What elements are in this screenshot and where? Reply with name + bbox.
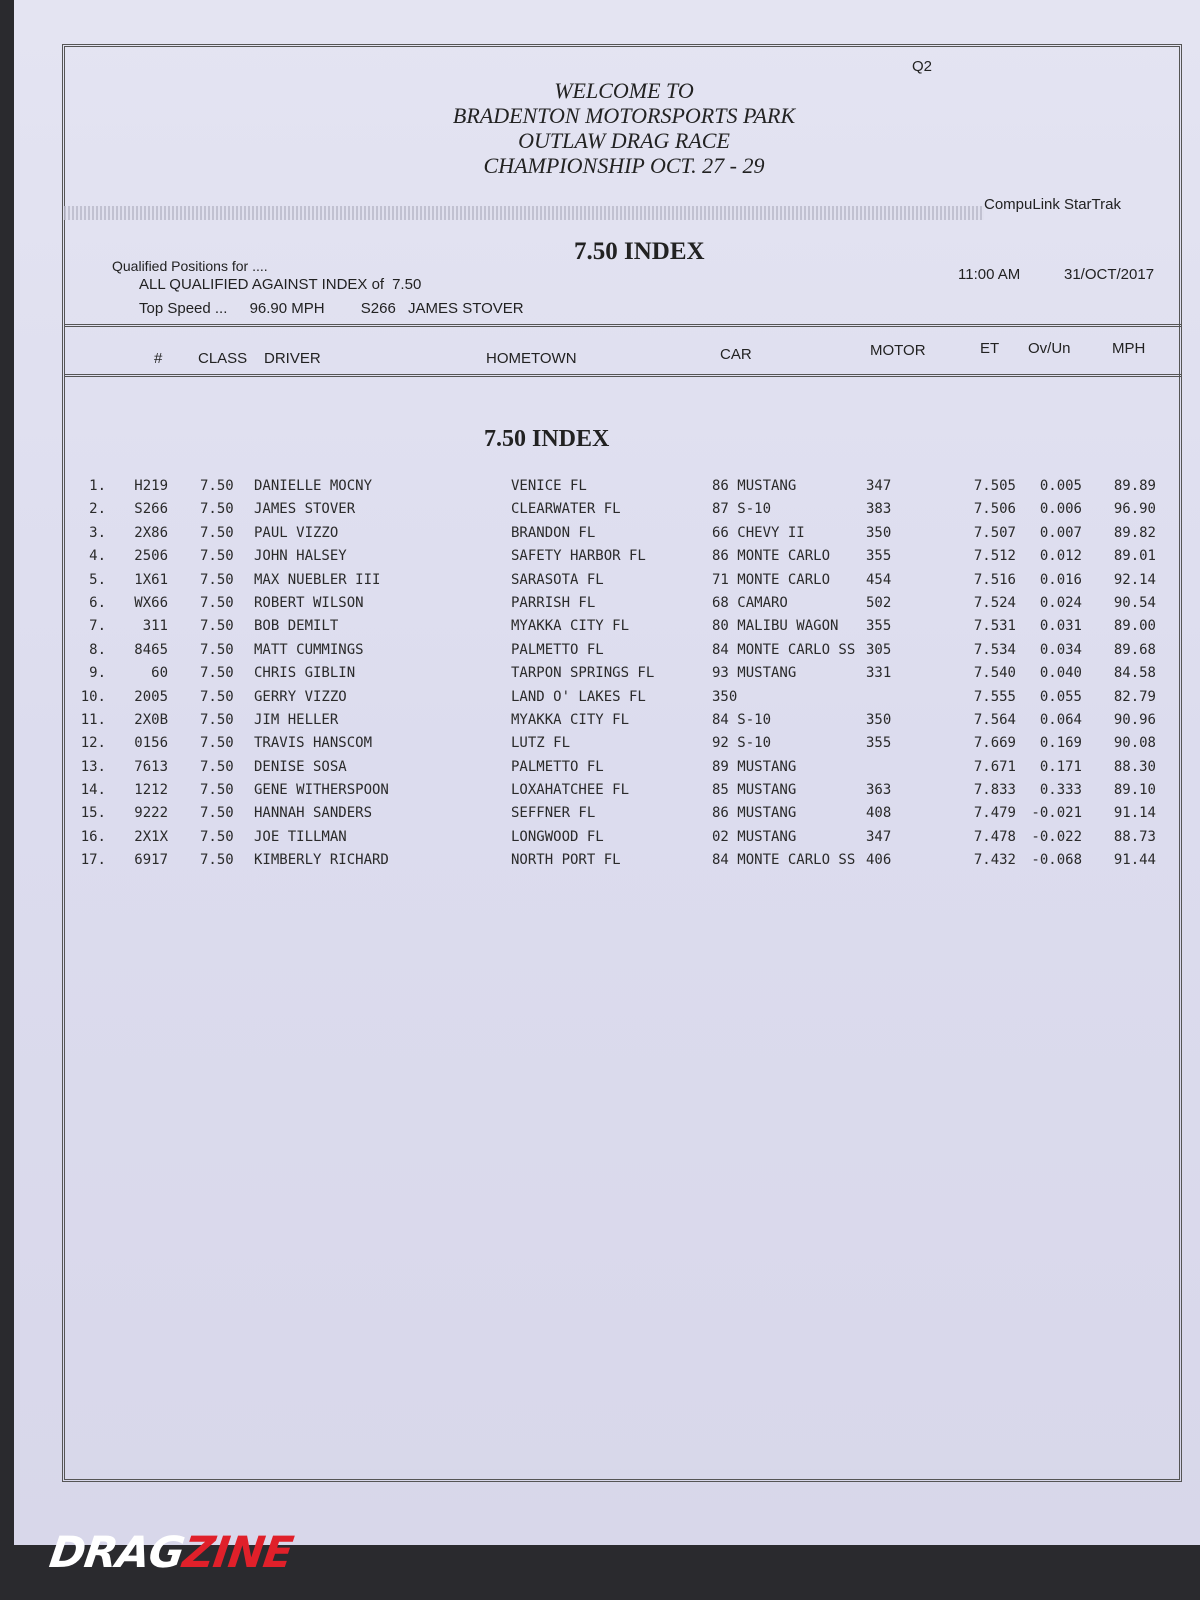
row-hometown: LUTZ FL xyxy=(511,735,571,752)
row-mph: 84.58 xyxy=(1113,665,1156,682)
row-car: 84 S-10 xyxy=(712,711,772,728)
table-row xyxy=(14,735,1200,758)
row-hometown: SAFETY HARBOR FL xyxy=(511,548,646,565)
row-mph: 92.14 xyxy=(1113,571,1156,588)
row-ov-un: -0.022 xyxy=(1031,828,1082,845)
row-hometown: SEFFNER FL xyxy=(511,805,596,822)
row-mph: 88.30 xyxy=(1113,758,1156,775)
row-position: 11. xyxy=(80,711,106,728)
row-et: 7.512 xyxy=(973,548,1016,565)
row-hometown: TARPON SPRINGS FL xyxy=(511,665,655,682)
row-class: 7.50 xyxy=(200,735,234,752)
row-car: 350 xyxy=(712,688,738,705)
row-position: 13. xyxy=(80,758,106,775)
row-motor: 347 xyxy=(866,828,892,845)
row-car-number: 2005 xyxy=(134,688,168,705)
row-car-number: 1X61 xyxy=(134,571,168,588)
row-mph: 89.00 xyxy=(1113,618,1156,635)
row-driver: MAX NUEBLER III xyxy=(254,571,381,588)
row-car-number: 60 xyxy=(151,665,168,682)
row-mph: 89.82 xyxy=(1113,524,1156,541)
report-time: 11:00 AM xyxy=(958,266,1021,283)
welcome-line: OUTLAW DRAG RACE xyxy=(518,128,730,153)
row-position: 14. xyxy=(80,782,106,799)
row-car: 85 MUSTANG xyxy=(712,782,797,799)
row-ov-un: 0.016 xyxy=(1039,571,1082,588)
row-et: 7.540 xyxy=(973,665,1016,682)
row-ov-un: 0.005 xyxy=(1039,478,1082,494)
row-mph: 90.54 xyxy=(1113,594,1156,611)
row-hometown: LOXAHATCHEE FL xyxy=(511,782,630,799)
table-row xyxy=(14,501,1200,524)
welcome-line: WELCOME TO xyxy=(554,78,694,103)
row-car: 80 MALIBU WAGON xyxy=(712,618,839,635)
row-ov-un: 0.007 xyxy=(1039,524,1082,541)
row-mph: 88.73 xyxy=(1113,828,1156,845)
row-car-number: 2X0B xyxy=(134,711,168,728)
welcome-line: BRADENTON MOTORSPORTS PARK xyxy=(452,103,796,128)
row-motor: 363 xyxy=(866,782,892,799)
row-driver: JOHN HALSEY xyxy=(254,548,347,565)
row-motor: 347 xyxy=(866,478,892,494)
row-class: 7.50 xyxy=(200,571,234,588)
row-ov-un: 0.040 xyxy=(1039,665,1082,682)
table-row xyxy=(14,478,1200,501)
row-driver: DENISE SOSA xyxy=(254,758,347,775)
row-mph: 96.90 xyxy=(1113,501,1156,518)
qualified-against-value: 7.50 xyxy=(392,276,422,293)
row-et: 7.671 xyxy=(973,758,1016,775)
col-header-car: CAR xyxy=(720,346,752,363)
row-driver: JAMES STOVER xyxy=(254,501,356,518)
row-position: 12. xyxy=(80,735,106,752)
sheet-id: Q2 xyxy=(912,58,933,75)
row-hometown: PARRISH FL xyxy=(511,594,596,611)
results-sheet xyxy=(14,0,1200,1578)
row-class: 7.50 xyxy=(200,758,234,775)
row-mph: 90.08 xyxy=(1113,735,1156,752)
row-car: 02 MUSTANG xyxy=(712,828,797,845)
table-row xyxy=(14,829,1200,852)
row-driver: GENE WITHERSPOON xyxy=(254,782,389,799)
row-car: 92 S-10 xyxy=(712,735,772,752)
top-speed-driver: JAMES STOVER xyxy=(408,300,524,317)
row-hometown: LAND O' LAKES FL xyxy=(511,688,646,705)
row-mph: 89.01 xyxy=(1113,548,1156,565)
table-row xyxy=(14,759,1200,782)
row-ov-un: 0.034 xyxy=(1039,641,1082,658)
row-hometown: PALMETTO FL xyxy=(511,758,604,775)
row-et: 7.507 xyxy=(973,524,1016,541)
row-ov-un: 0.169 xyxy=(1039,735,1082,752)
section-title: 7.50 INDEX xyxy=(484,426,610,452)
row-hometown: CLEARWATER FL xyxy=(511,501,621,518)
row-car: 84 MONTE CARLO SS xyxy=(712,641,856,658)
row-position: 2. xyxy=(89,501,106,518)
row-ov-un: 0.006 xyxy=(1039,501,1082,518)
row-et: 7.564 xyxy=(973,711,1016,728)
row-driver: BOB DEMILT xyxy=(254,618,339,635)
row-car-number: 2506 xyxy=(134,548,168,565)
row-car-number: 1212 xyxy=(134,782,168,799)
row-class: 7.50 xyxy=(200,594,234,611)
row-driver: MATT CUMMINGS xyxy=(254,641,364,658)
row-hometown: NORTH PORT FL xyxy=(511,852,621,869)
row-et: 7.555 xyxy=(973,688,1016,705)
row-ov-un: 0.012 xyxy=(1039,548,1082,565)
header-bottom-rule xyxy=(64,374,1182,377)
row-car: 68 CAMARO xyxy=(712,594,788,611)
row-position: 15. xyxy=(80,805,106,822)
row-mph: 89.10 xyxy=(1113,782,1156,799)
top-speed-label: Top Speed ... xyxy=(139,300,228,317)
logo-part-drag: DRAG xyxy=(46,1528,187,1578)
row-driver: CHRIS GIBLIN xyxy=(254,665,356,682)
row-driver: JOE TILLMAN xyxy=(254,828,347,845)
dragzine-logo xyxy=(46,1528,295,1578)
row-position: 3. xyxy=(89,524,106,541)
row-car: 86 MONTE CARLO xyxy=(712,548,831,565)
row-et: 7.505 xyxy=(973,478,1016,494)
event-title xyxy=(14,78,1200,178)
row-motor: 355 xyxy=(866,548,892,565)
row-class: 7.50 xyxy=(200,524,234,541)
row-car-number: 6917 xyxy=(134,852,168,869)
row-class: 7.50 xyxy=(200,618,234,635)
row-hometown: PALMETTO FL xyxy=(511,641,604,658)
row-motor: 331 xyxy=(866,665,892,682)
col-header-class: CLASS xyxy=(198,350,248,367)
row-car: 87 S-10 xyxy=(712,501,772,518)
row-mph: 91.44 xyxy=(1113,852,1156,869)
row-position: 10. xyxy=(80,688,106,705)
row-class: 7.50 xyxy=(200,665,234,682)
col-header-motor: MOTOR xyxy=(870,342,926,359)
row-et: 7.478 xyxy=(973,828,1016,845)
table-row xyxy=(14,572,1200,595)
row-position: 6. xyxy=(89,594,106,611)
table-row xyxy=(14,642,1200,665)
row-car: 71 MONTE CARLO xyxy=(712,571,831,588)
table-row xyxy=(14,852,1200,875)
row-ov-un: -0.068 xyxy=(1031,852,1082,869)
row-car-number: 8465 xyxy=(134,641,168,658)
row-ov-un: 0.024 xyxy=(1039,594,1082,611)
row-car-number: 9222 xyxy=(134,805,168,822)
table-row xyxy=(14,548,1200,571)
row-hometown: MYAKKA CITY FL xyxy=(511,711,630,728)
row-car-number: S266 xyxy=(134,501,168,518)
table-row xyxy=(14,805,1200,828)
top-speed-value: 96.90 MPH xyxy=(249,300,325,317)
row-position: 4. xyxy=(89,548,106,565)
row-motor: 383 xyxy=(866,501,892,518)
row-driver: PAUL VIZZO xyxy=(254,524,339,541)
row-class: 7.50 xyxy=(200,852,234,869)
table-row xyxy=(14,665,1200,688)
row-class: 7.50 xyxy=(200,641,234,658)
row-car: 93 MUSTANG xyxy=(712,665,797,682)
row-class: 7.50 xyxy=(200,478,234,494)
row-ov-un: 0.031 xyxy=(1039,618,1082,635)
row-class: 7.50 xyxy=(200,828,234,845)
row-et: 7.669 xyxy=(973,735,1016,752)
row-position: 7. xyxy=(89,618,106,635)
row-et: 7.432 xyxy=(973,852,1016,869)
timing-system-label: CompuLink StarTrak xyxy=(984,196,1121,213)
row-car-number: WX66 xyxy=(134,594,168,611)
row-driver: TRAVIS HANSCOM xyxy=(254,735,373,752)
row-mph: 82.79 xyxy=(1113,688,1156,705)
col-header-driver: DRIVER xyxy=(264,350,321,367)
row-hometown: MYAKKA CITY FL xyxy=(511,618,630,635)
row-driver: ROBERT WILSON xyxy=(254,594,364,611)
row-et: 7.524 xyxy=(973,594,1016,611)
row-position: 8. xyxy=(89,641,106,658)
row-car-number: 2X1X xyxy=(134,828,168,845)
row-car: 66 CHEVY II xyxy=(712,524,805,541)
row-car-number: 7613 xyxy=(134,758,168,775)
row-motor: 355 xyxy=(866,735,892,752)
row-class: 7.50 xyxy=(200,548,234,565)
col-header-ovun: Ov/Un xyxy=(1028,340,1071,357)
results-table xyxy=(14,478,1200,876)
row-ov-un: 0.171 xyxy=(1039,758,1082,775)
row-car-number: 0156 xyxy=(134,735,168,752)
top-speed xyxy=(139,300,532,317)
row-driver: DANIELLE MOCNY xyxy=(254,478,373,494)
qualified-for-label: Qualified Positions for .... xyxy=(112,258,268,274)
row-et: 7.534 xyxy=(973,641,1016,658)
row-hometown: VENICE FL xyxy=(511,478,587,494)
col-header-et: ET xyxy=(980,340,1000,357)
row-car-number: H219 xyxy=(134,478,168,494)
row-hometown: SARASOTA FL xyxy=(511,571,604,588)
row-car-number: 2X86 xyxy=(134,524,168,541)
top-speed-car: S266 xyxy=(360,300,396,317)
row-driver: KIMBERLY RICHARD xyxy=(254,852,389,869)
col-header-mph: MPH xyxy=(1112,340,1146,357)
row-car-number: 311 xyxy=(142,618,168,635)
row-ov-un: 0.333 xyxy=(1039,782,1082,799)
row-motor: 406 xyxy=(866,852,892,869)
row-car: 84 MONTE CARLO SS xyxy=(712,852,856,869)
col-header-hometown: HOMETOWN xyxy=(486,350,577,367)
qualified-against-label: ALL QUALIFIED AGAINST INDEX of xyxy=(139,276,385,293)
row-et: 7.516 xyxy=(973,571,1016,588)
row-et: 7.506 xyxy=(973,501,1016,518)
row-ov-un: 0.055 xyxy=(1039,688,1082,705)
header-top-rule xyxy=(64,324,1182,327)
row-motor: 502 xyxy=(866,594,892,611)
row-motor: 408 xyxy=(866,805,892,822)
row-motor: 454 xyxy=(866,571,892,588)
index-title: 7.50 INDEX xyxy=(574,238,705,265)
table-row xyxy=(14,525,1200,548)
report-date: 31/OCT/2017 xyxy=(1064,266,1155,283)
row-position: 9. xyxy=(89,665,106,682)
row-ov-un: -0.021 xyxy=(1031,805,1082,822)
row-motor: 355 xyxy=(866,618,892,635)
table-row xyxy=(14,712,1200,735)
row-mph: 90.96 xyxy=(1113,711,1156,728)
row-class: 7.50 xyxy=(200,501,234,518)
row-class: 7.50 xyxy=(200,782,234,799)
row-mph: 89.68 xyxy=(1113,641,1156,658)
row-motor: 305 xyxy=(866,641,892,658)
row-hometown: LONGWOOD FL xyxy=(511,828,604,845)
welcome-line: CHAMPIONSHIP OCT. 27 - 29 xyxy=(483,153,765,178)
qualified-against xyxy=(139,276,421,293)
row-position: 17. xyxy=(80,852,106,869)
row-hometown: BRANDON FL xyxy=(511,524,596,541)
col-header-num: # xyxy=(154,350,163,367)
row-driver: HANNAH SANDERS xyxy=(254,805,373,822)
row-motor: 350 xyxy=(866,711,892,728)
logo-part-zine: ZINE xyxy=(179,1528,296,1578)
table-row xyxy=(14,618,1200,641)
row-class: 7.50 xyxy=(200,711,234,728)
row-driver: GERRY VIZZO xyxy=(254,688,347,705)
row-car: 86 MUSTANG xyxy=(712,805,797,822)
row-position: 1. xyxy=(89,478,106,494)
row-mph: 91.14 xyxy=(1113,805,1156,822)
row-et: 7.479 xyxy=(973,805,1016,822)
table-row xyxy=(14,689,1200,712)
row-car: 86 MUSTANG xyxy=(712,478,797,494)
dotted-divider xyxy=(64,206,984,220)
row-driver: JIM HELLER xyxy=(254,711,339,728)
table-row xyxy=(14,595,1200,618)
row-class: 7.50 xyxy=(200,805,234,822)
row-car: 89 MUSTANG xyxy=(712,758,797,775)
row-mph: 89.89 xyxy=(1113,478,1156,494)
row-position: 5. xyxy=(89,571,106,588)
table-row xyxy=(14,782,1200,805)
row-class: 7.50 xyxy=(200,688,234,705)
row-motor: 350 xyxy=(866,524,892,541)
row-et: 7.531 xyxy=(973,618,1016,635)
row-et: 7.833 xyxy=(973,782,1016,799)
row-position: 16. xyxy=(80,828,106,845)
row-ov-un: 0.064 xyxy=(1039,711,1082,728)
